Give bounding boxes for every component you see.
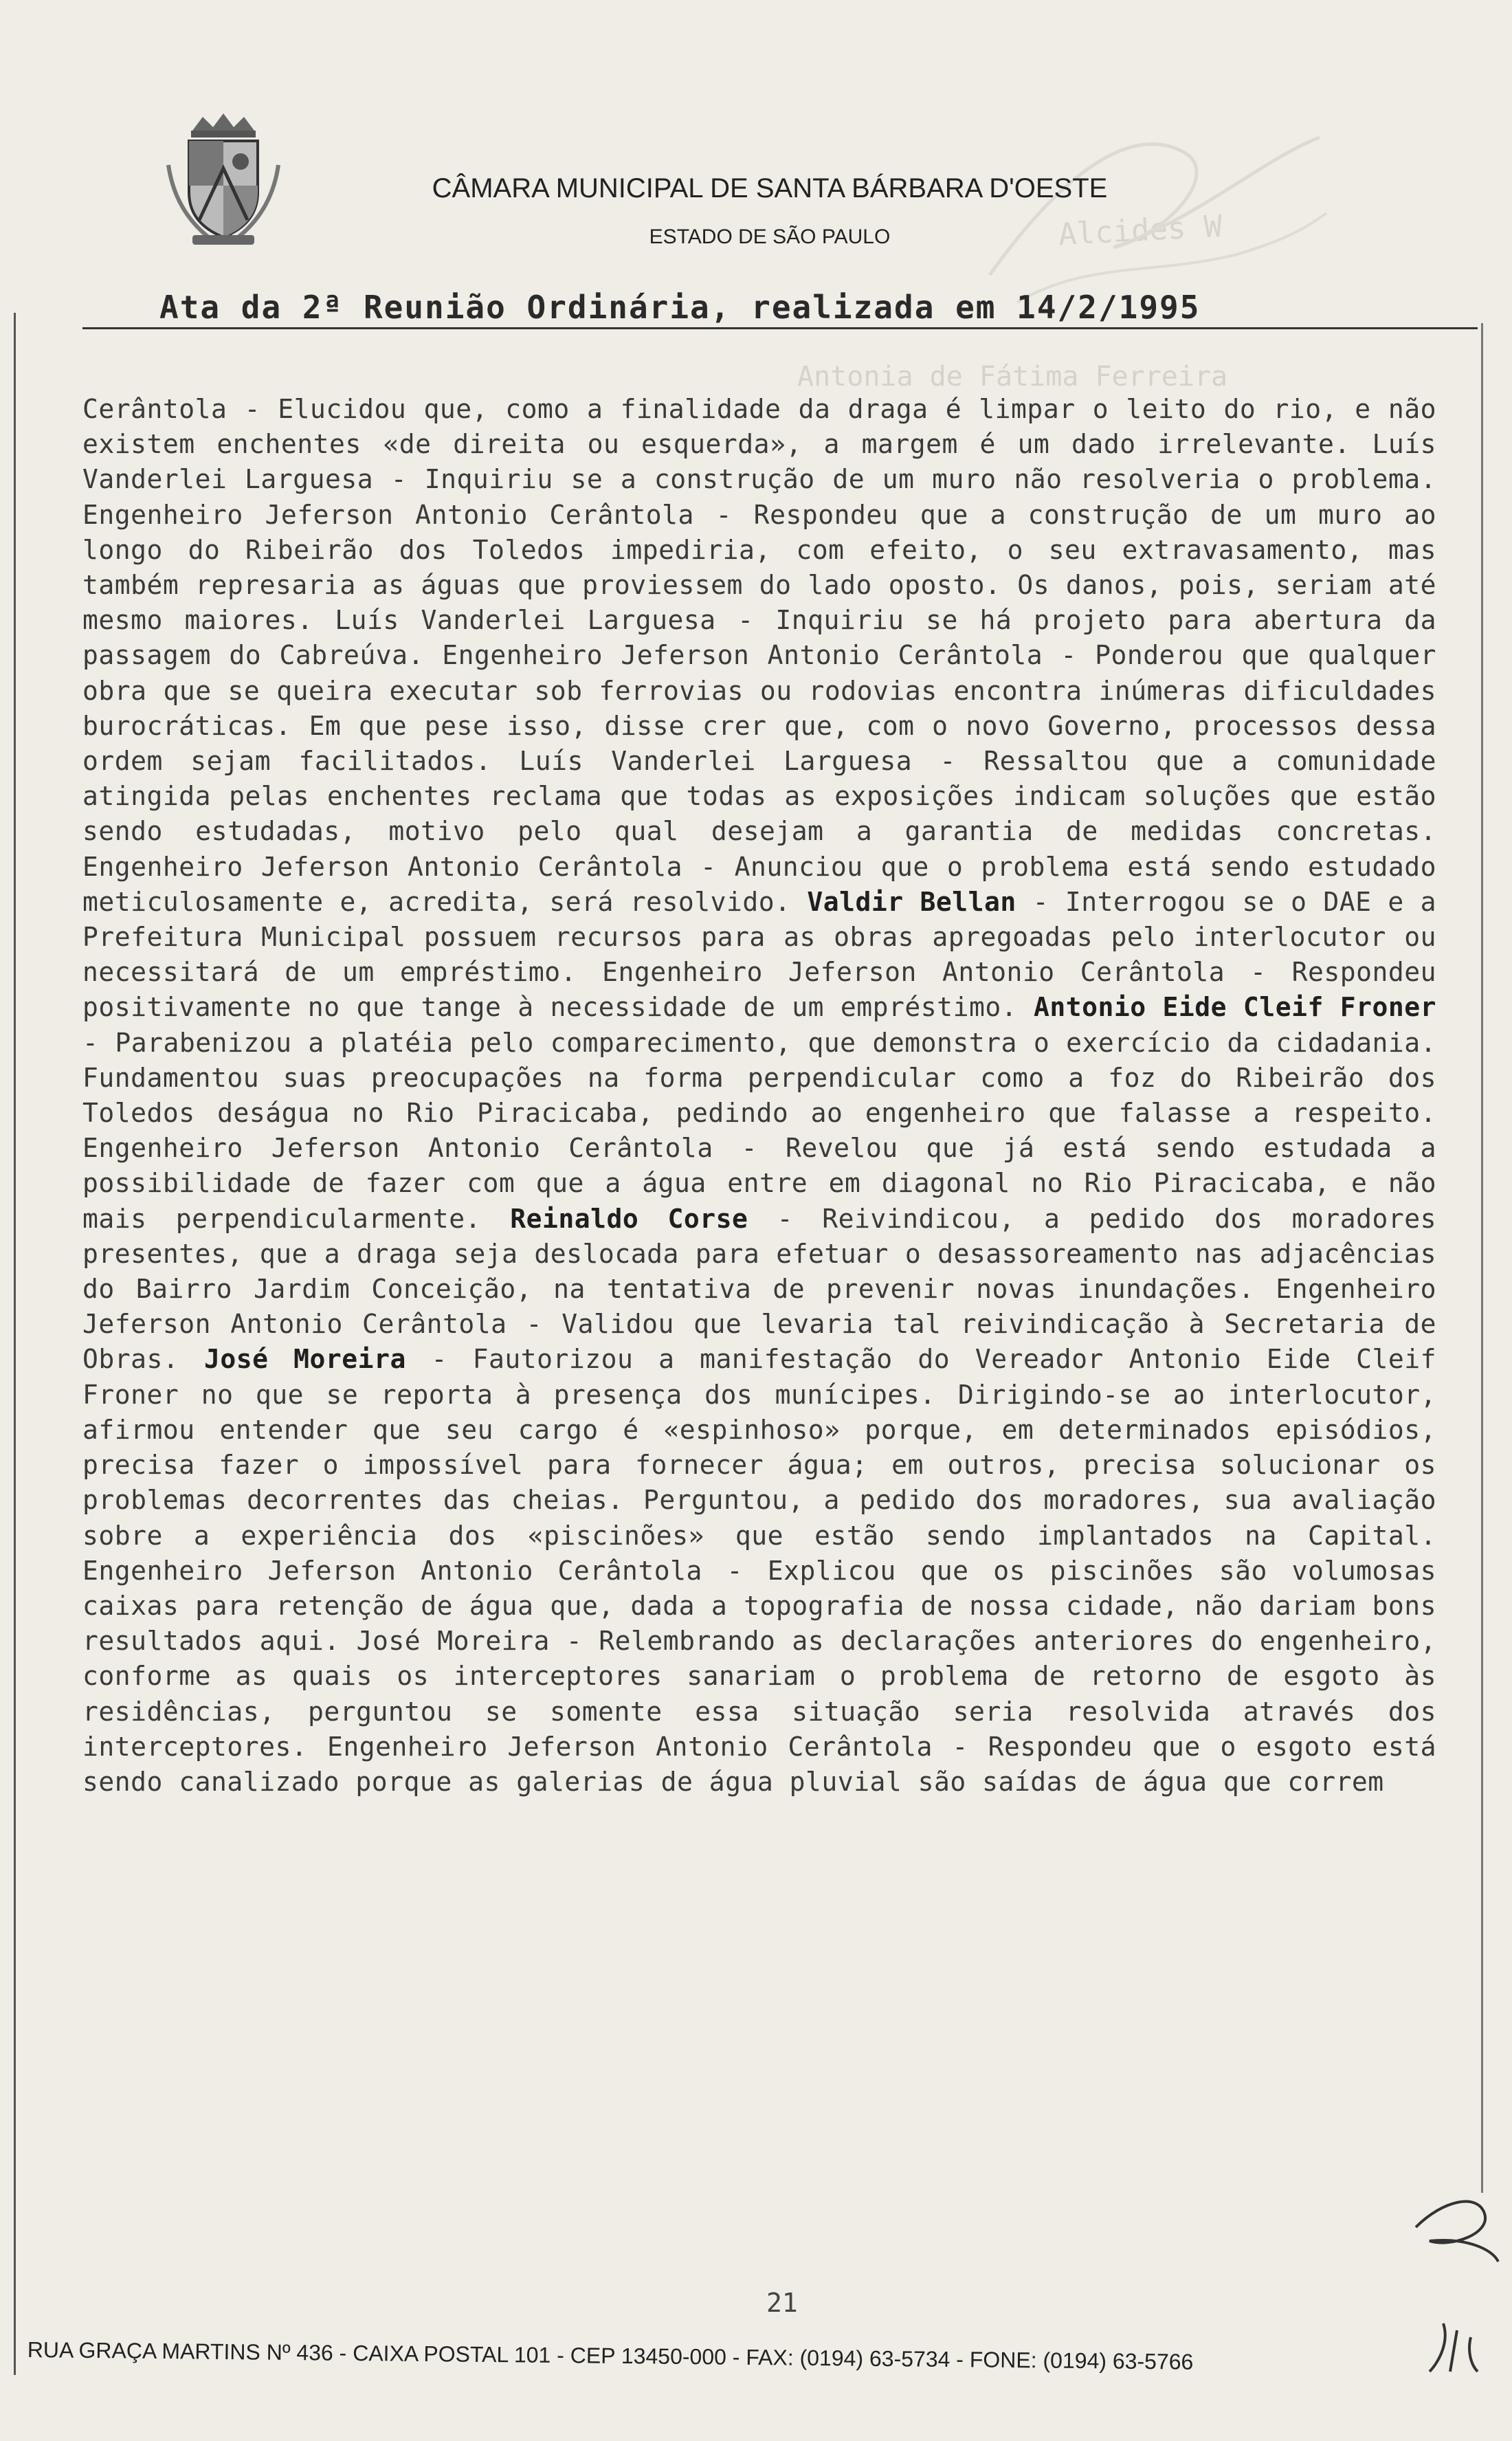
left-margin-line xyxy=(14,313,16,2375)
speaker-name: Reinaldo Corse xyxy=(510,1203,748,1234)
institution-state: ESTADO DE SÃO PAULO xyxy=(649,225,891,248)
bleed-through-text: Antonia de Fátima Ferreira xyxy=(797,361,1228,393)
page-number: 21 xyxy=(766,2288,798,2318)
speaker-name: Valdir Bellan xyxy=(807,886,1016,917)
initials-signature xyxy=(1402,2172,1505,2378)
minutes-body: Cerântola - Elucidou que, como a finalidade da draga é limpar o leito do rio, e não existem enchentes «de direita ou esquerda», a margem é um dado irrelevante. Luís Vanderlei Larguesa - Inquiriu se a construção de um muro não resolveria o problema. Engenheiro Jeferson Antonio Cerântola - Respondeu que a construção de um muro ao longo do Ribeirão dos Toledos impediria, com efeito, o seu extravasamento, mas também represaria as águas que proviessem do lado oposto. Os danos, pois, seriam até mesmo maiores. Luís Vanderlei Larguesa - Inquiriu se há projeto para abertura da passagem do Cabreúva. Engenheiro Jeferson Antonio Cerântola - Ponderou que qualquer obra que se queira executar sob ferrovias ou rodovias encontra inúmeras dificuldades burocráticas. Em que pese isso, disse crer que, com o novo Governo, processos dessa ordem sejam facilitados. Luís Vanderlei Larguesa - Ressaltou que a comunidade atingida pelas enchentes reclama que todas as exposições indicam soluções que estão sendo estudadas, motivo pelo qual desejam a garantia de medidas concretas. Engenheiro Jeferson Antonio Cerântola - Anunciou que o problema está sendo estudado meticulosamente e, acredita, será resolvido. Valdir Bellan - Interrogou se o DAE e a Prefeitura Municipal possuem recursos para as obras apregoadas pelo interlocutor ou necessitará de um empréstimo. Engenheiro Jeferson Antonio Cerântola - Respondeu positivamente no que tange à necessidade de um empréstimo. Antonio Eide Cleif Froner - Parabenizou a platéia pelo comparecimento, que demonstra o exercício da cidadania. Fundamentou suas preocupações na forma perpendicular como a foz do Ribeirão dos Toledos deságua no Rio Piracicaba, pedindo ao engenheiro que falasse a respeito. Engenheiro Jeferson Antonio Cerântola - Revelou que já está sendo estudada a possibilidade de fazer com que a água entre em diagonal no Rio Piracicaba, e não mais perpendicularmente. Reinaldo Corse - Reivindicou, a pedido dos moradores presentes, que a draga seja deslocada para efetuar o desassoreamento nas adjacências do Bairro Jardim Conceição, na tentativa de prevenir novas inundações. Engenheiro Jeferson Antonio Cerântola - Validou que levaria tal reivindicação à Secretaria de Obras. José Moreira - Fautorizou a manifestação do Vereador Antonio Eide Cleif Froner no que se reporta à presença dos munícipes. Dirigindo-se ao interlocutor, afirmou entender que seu cargo é «espinhoso» porque, em determinados episódios, precisa fazer o impossível para fornecer água; em outros, precisa solucionar os problemas decorrentes das cheias. Perguntou, a pedido dos moradores, sua avaliação sobre a experiência dos «piscinões» que estão sendo implantados na Capital. Engenheiro Jeferson Antonio Cerântola - Explicou que os piscinões são volumosas caixas para retenção de água que, dada a topografia de nossa cidade, não dariam bons resultados aqui. José Moreira - Relembrando as declarações anteriores do engenheiro, conforme as quais os interceptores sanariam o problema de retorno de esgoto às residências, perguntou se somente essa situação seria resolvida através dos interceptores. Engenheiro Jeferson Antonio Cerântola - Respondeu que o esgoto está sendo canalizado porque as galerias de água pluvial são saídas de água que correm xyxy=(82,394,1436,1797)
speaker-name: Antonio Eide Cleif Froner xyxy=(1033,992,1436,1023)
speaker-name: José Moreira xyxy=(203,1344,406,1375)
document-title: Ata da 2ª Reunião Ordinária, realizada em 14/2/1995 xyxy=(159,289,1201,326)
title-rule xyxy=(82,327,1478,329)
right-margin-line xyxy=(1481,323,1483,2193)
footer-address: RUA GRAÇA MARTINS Nº 436 - CAIXA POSTAL 101 - CEP 13450-000 - FAX: (0194) 63-5734 - FONE: (0194) 63-5766 xyxy=(27,2337,1194,2374)
municipal-crest-icon xyxy=(165,110,282,247)
bleed-through-text: Alcides W xyxy=(1057,208,1223,253)
institution-name: CÂMARA MUNICIPAL DE SANTA BÁRBARA D'OESTE xyxy=(432,173,1108,203)
